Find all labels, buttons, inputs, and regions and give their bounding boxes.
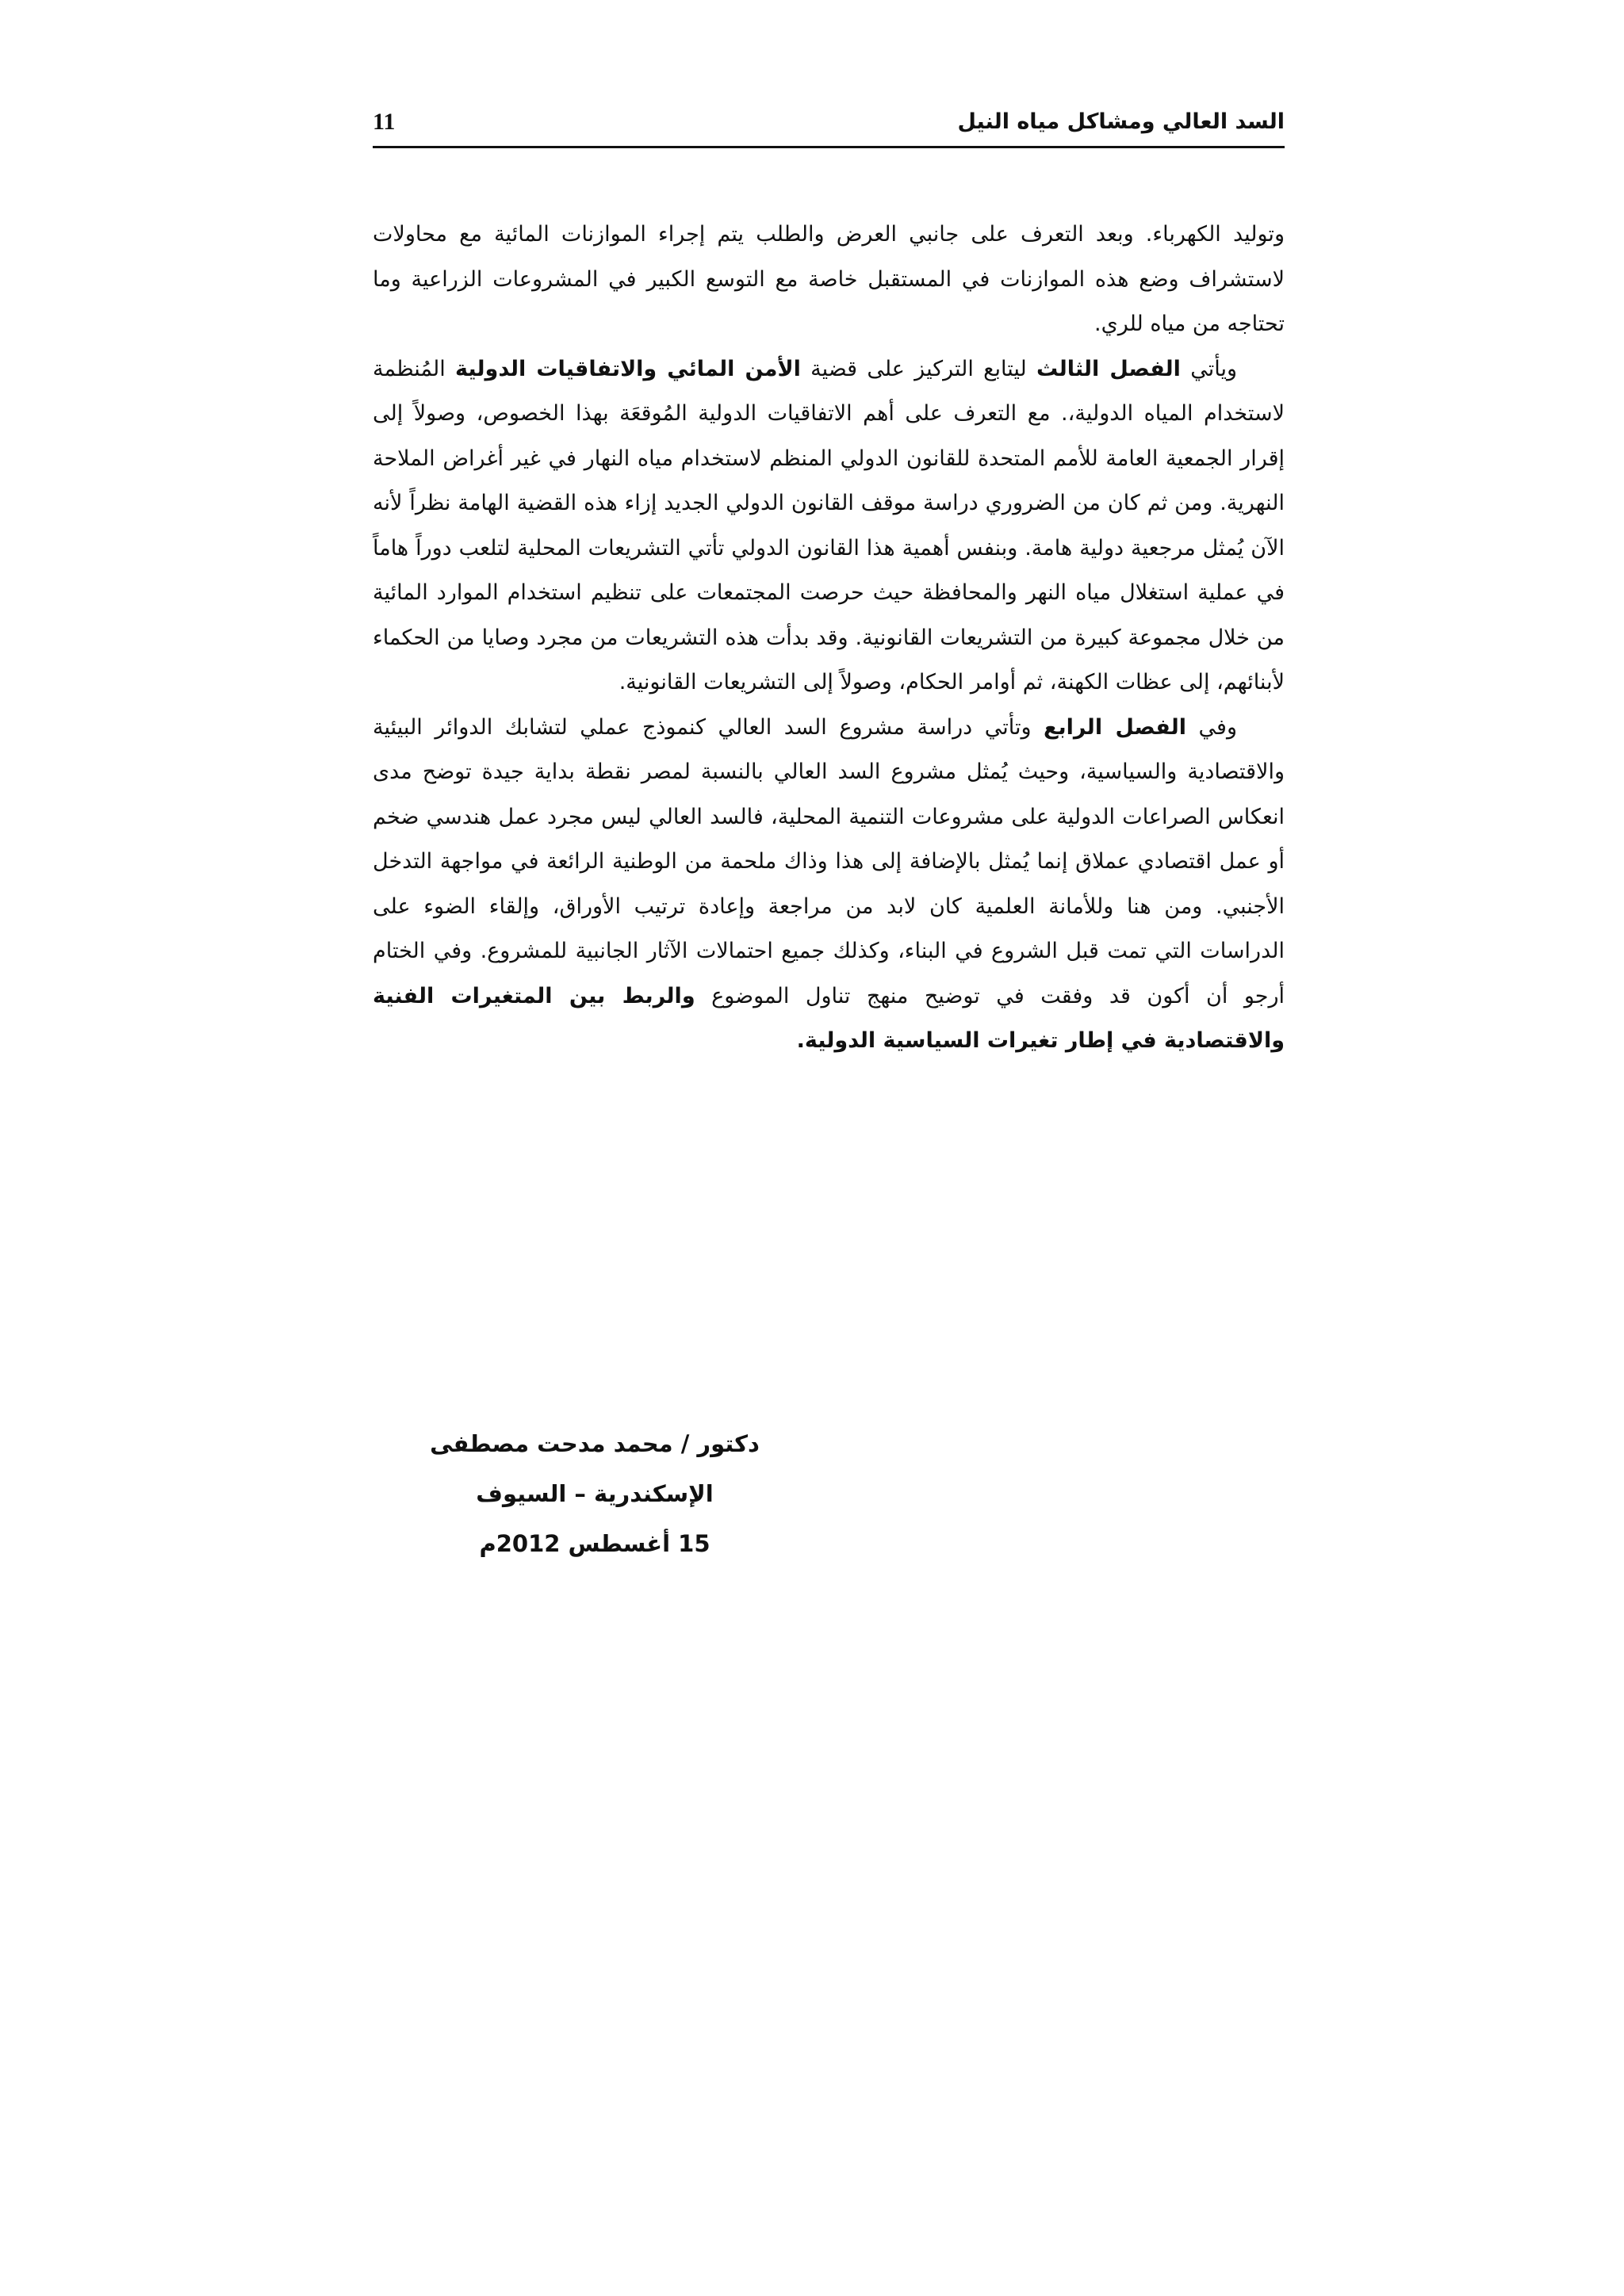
signature-block: [373, 1419, 817, 1569]
author-name: دكتور / محمد مدحت مصطفى: [430, 1430, 760, 1457]
chapter-three-heading: الفصل الثالث: [1036, 356, 1181, 381]
author-place: الإسكندرية – السيوف: [476, 1480, 714, 1507]
closing-bold-phrase: والربط بين المتغيرات الفنية والاقتصادية في إطار تغيرات السياسية الدولية.: [373, 983, 1285, 1053]
header-divider: [373, 146, 1285, 148]
paragraph-2-text-3: المُنظمة لاستخدام المياه الدولية،. مع التعرف على أهم الاتفاقيات الدولية المُوقعَة بهذا الخصوص، وصولاً إلى إقرار الجمعية العامة للأمم المتحدة للقانون الدولي المنظم لاستخدام مياه النهار في غير أغراض الملاحة النهرية. ومن ثم كان من الضروري دراسة موقف القانون الدولي الجديد إزاء هذه القضية الهامة نظراً لأنه الآن يُمثل مرجعية دولية هامة. وبنفس أهمية هذا القانون الدولي تأتي التشريعات المحلية لتلعب دوراً هاماً في عملية استغلال مياه النهر والمحافظة حيث حرصت المجتمعات على تنظيم استخدام الموارد المائية من خلال مجموعة كبيرة من التشريعات القانونية. وقد بدأت هذه التشريعات من مجرد وصايا من الحكماء لأبنائهم، إلى عظات الكهنة، ثم أوامر الحكام، وصولاً إلى التشريعات القانونية.: [373, 356, 1285, 695]
paragraph-3-text-2: وتأتي دراسة مشروع السد العالي كنموذج عملي لتشابك الدوائر البيئية والاقتصادية والسياسية، وحيث يُمثل مشروع السد العالي بالنسبة لمصر نقطة بداية جيدة توضح مدى انعكاس الصراعات الدولية على مشروعات التنمية المحلية، فالسد العالي ليس مجرد عمل هندسي ضخم أو عمل اقتصادي عملاق إنما يُمثل بالإضافة إلى هذا وذاك ملحمة من الوطنية الرائعة في مواجهة التدخل الأجنبي. ومن هنا وللأمانة العلمية كان لابد من مراجعة وإعادة ترتيب الأوراق، وإلقاء الضوء على الدراسات التي تمت قبل الشروع في البناء، وكذلك جميع احتمالات الآثار الجانبية للمشروع. وفي الختام أرجو أن أكون قد وفقت في توضيح منهج تناول الموضوع: [373, 714, 1285, 1008]
running-title: السد العالي ومشاكل مياه النيل: [957, 109, 1285, 134]
paragraph-2: [373, 347, 1285, 706]
paragraph-2-text-2: ليتابع التركيز على قضية: [800, 356, 1037, 381]
chapter-four-heading: الفصل الرابع: [1044, 714, 1186, 740]
paragraph-3-text-1: وفي: [1185, 714, 1237, 740]
paragraph-1: وتوليد الكهرباء. وبعد التعرف على جانبي العرض والطلب يتم إجراء الموازنات المائية مع محاولات لاستشراف وضع هذه الموازنات في المستقبل خاصة مع التوسع الكبير في المشروعات الزراعية وما تحتاجه من مياه للري.: [373, 222, 1285, 336]
body-text: [373, 212, 1285, 1064]
paragraph-2-text-1: ويأتي: [1180, 356, 1238, 381]
signature-date: 15 أغسطس 2012م: [479, 1530, 710, 1557]
paragraph-3: [373, 706, 1285, 1064]
page-header: [373, 101, 1285, 143]
page-number: 11: [373, 109, 396, 135]
water-security-phrase: الأمن المائي والاتفاقيات الدولية: [455, 356, 801, 381]
